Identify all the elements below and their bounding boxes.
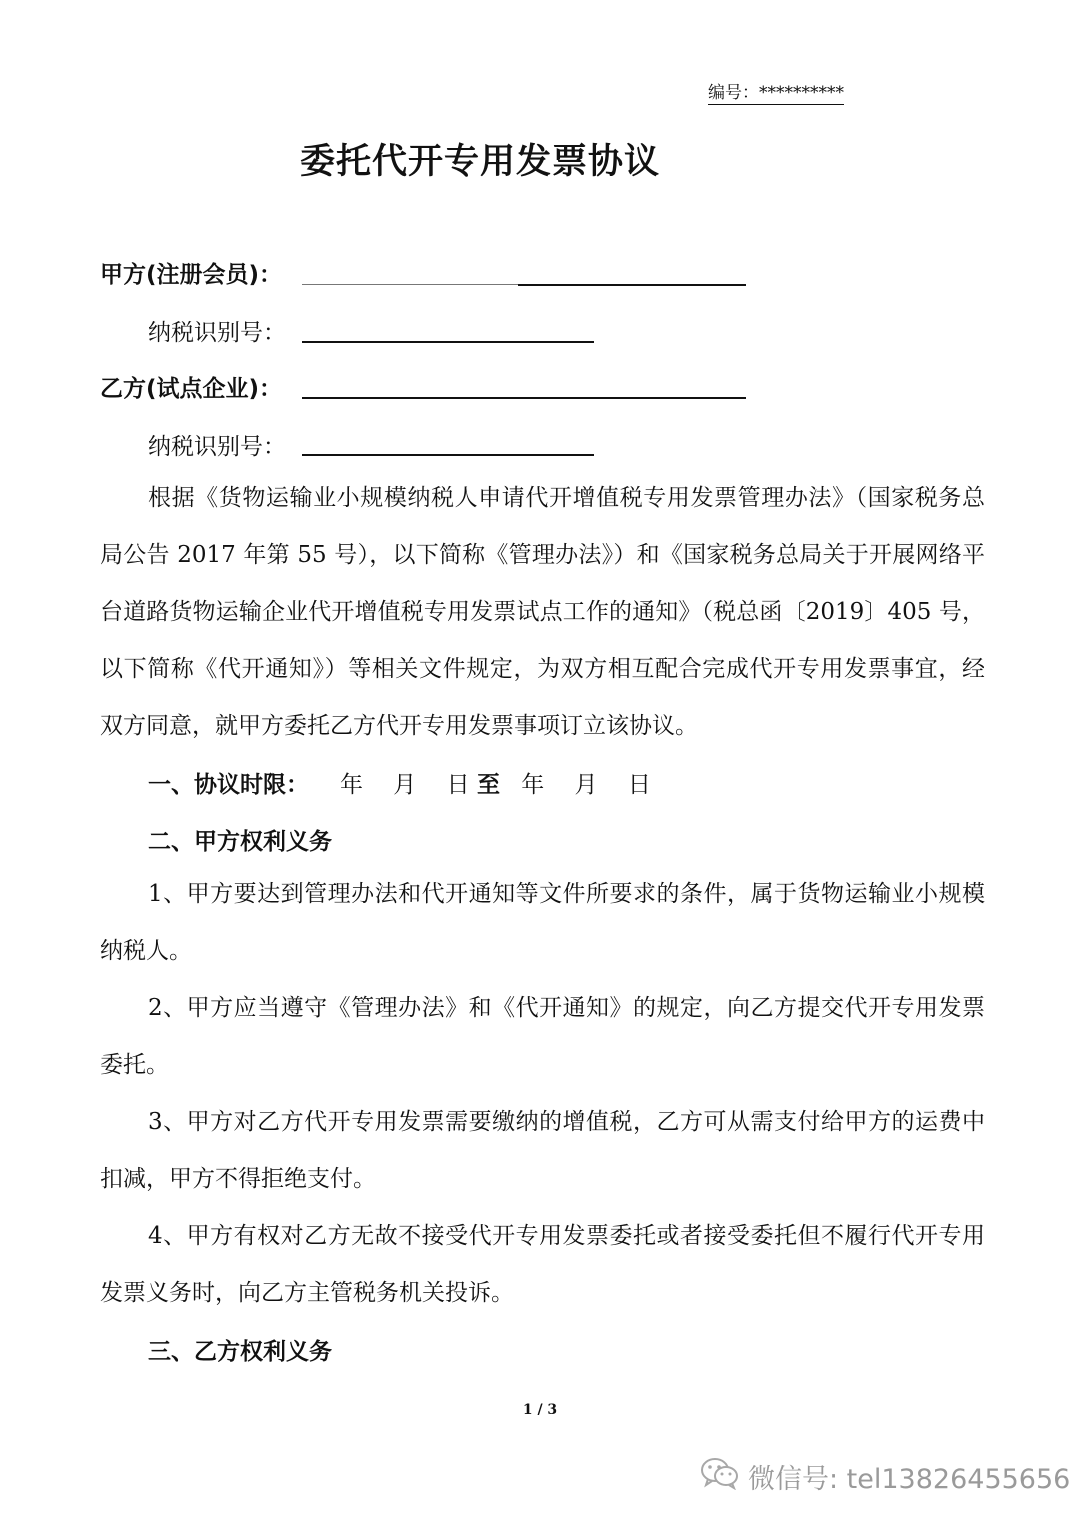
section-2-item-4: 4、甲方有权对乙方无故不接受代开专用发票委托或者接受委托但不履行代开专用发票义务时，向乙方主管税务机关投诉。 [100,1223,985,1306]
section-3-heading: 三、乙方权利义务 [148,1339,332,1365]
party-a-name-blank [518,284,746,286]
section-2-item-2: 2、甲方应当遵守《管理办法》和《代开通知》的规定，向乙方提交代开专用发票委托。 [100,995,985,1078]
watermark-text: 微信号: tel13826455656 [748,1464,1071,1495]
wechat-icon [700,1456,740,1497]
party-b-name-blank [302,397,746,399]
party-b-tax-blank [302,454,594,456]
agreement-term-dates [340,766,651,799]
section-1-heading: 一、协议时限： [148,772,309,798]
party-b-tax-label: 纳税识别号： [148,434,286,460]
party-a-name-blank-light [302,284,518,285]
date-from: 年 月 日 [340,772,470,798]
section-2-item-3: 3、甲方对乙方代开专用发票需要缴纳的增值税，乙方可从需支付给甲方的运费中扣减，甲方不得拒绝支付。 [100,1109,985,1192]
section-2-heading: 二、甲方权利义务 [148,829,332,855]
section-2-item-1: 1、甲方要达到管理办法和代开通知等文件所要求的条件，属于货物运输业小规模纳税人。 [100,881,985,964]
party-a-tax-label: 纳税识别号： [148,320,286,346]
page-title: 委托代开专用发票协议 [299,142,660,182]
party-a-label: 甲方(注册会员)： [100,262,283,288]
page-number: 1 / 3 [522,1402,558,1418]
date-to-separator: 至 [476,772,500,798]
document-number: 编号：********** [708,78,844,105]
intro-paragraph: 根据《货物运输业小规模纳税人申请代开增值税专用发票管理办法》（国家税务总局公告 2017 年第 55 号），以下简称《管理办法》）和《国家税务总局关于开展网络平台道路货物运输企业代开增值税专用发票试点工作的通知》（税总函〔2019〕405 号，以下简称《代开通知》）等相关文件规定，为双方相互配合完成代开专用发票事宜，经双方同意，就甲方委托乙方代开专用发票事项订立该协议。 [100,485,985,739]
watermark [700,1456,1070,1497]
date-to: 年 月 日 [521,772,651,798]
party-b-label: 乙方(试点企业)： [100,376,283,402]
party-a-tax-blank [302,341,594,343]
